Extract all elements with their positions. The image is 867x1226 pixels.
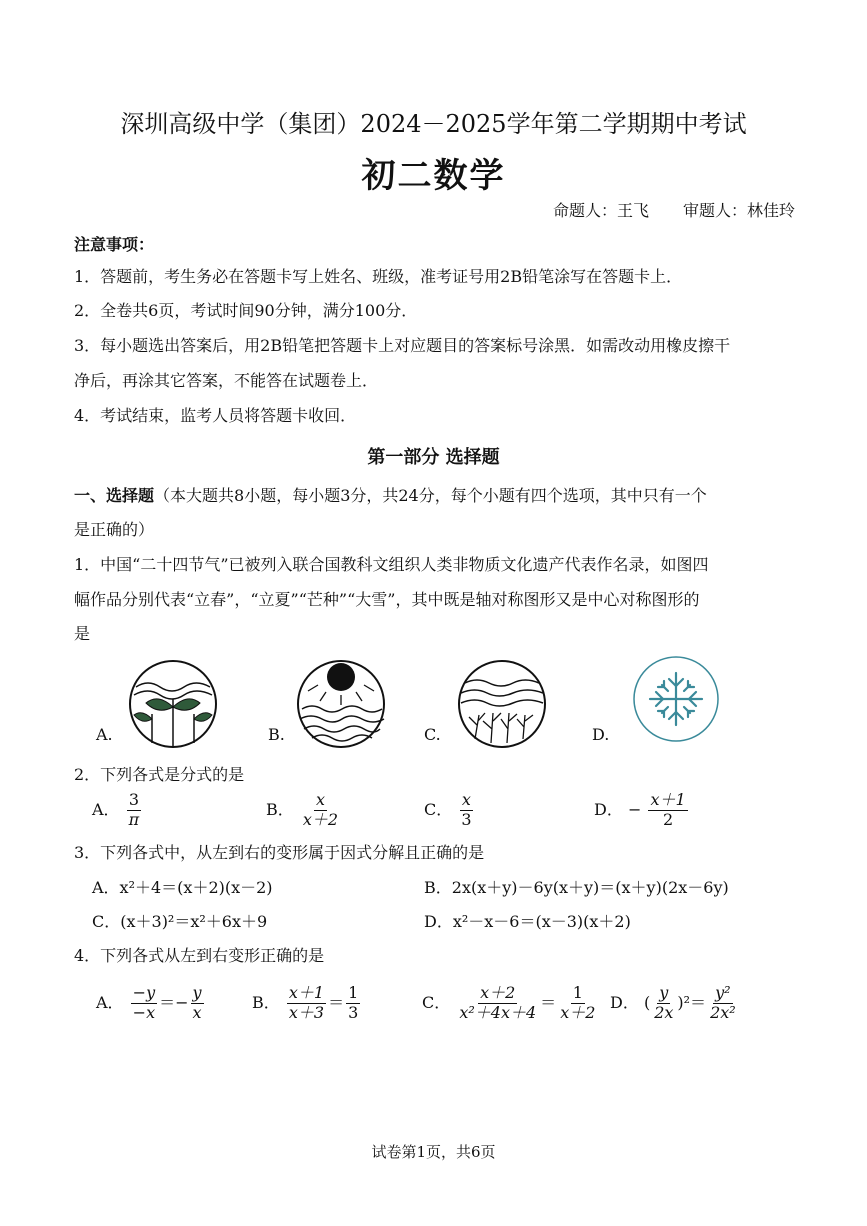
q2-option-d xyxy=(594,792,690,829)
part-title: 第一部分 选择题 xyxy=(367,447,500,468)
numerator: x＋1 xyxy=(650,790,686,809)
section-desc-cont: 是正确的） xyxy=(74,520,155,539)
numerator: 1 xyxy=(572,983,583,1002)
q4-option-c xyxy=(422,985,599,1022)
q2-option-a xyxy=(92,792,143,829)
option-label: B． xyxy=(266,799,294,819)
q3-option-a: A．x²＋4＝(x＋2)(x－2) xyxy=(92,878,273,897)
q3-option-b: B．2x(x＋y)－6y(x＋y)＝(x＋y)(2x－6y) xyxy=(424,878,729,897)
notice-item: 3．每小题选出答案后，用2B铅笔把答题卡上对应题目的答案标号涂黑．如需改动用橡皮擦干 xyxy=(74,336,731,355)
q4-option-d xyxy=(610,985,740,1022)
equals: ＝− xyxy=(159,992,189,1012)
fraction xyxy=(558,985,597,1022)
q1-option-a-label: A. xyxy=(96,725,113,744)
denominator: 2x xyxy=(654,1002,674,1022)
fraction xyxy=(131,985,157,1022)
q3-option-d: D．x²－x－6＝(x－3)(x＋2) xyxy=(424,912,631,931)
option-label: D． xyxy=(594,799,623,819)
fraction xyxy=(287,985,326,1022)
q1-option-c-label: C. xyxy=(424,725,441,744)
numerator: 3 xyxy=(128,790,139,809)
q1-stem: 是 xyxy=(74,624,91,643)
denominator: −x xyxy=(132,1002,156,1022)
lichun-figure xyxy=(128,659,218,749)
author-line xyxy=(553,198,795,221)
mangzhong-figure xyxy=(457,659,547,749)
q3-option-c: C．(x＋3)²＝x²＋6x＋9 xyxy=(92,912,268,931)
numerator: −y xyxy=(132,983,156,1002)
fraction xyxy=(301,792,340,829)
q1-stem: 1．中国“二十四节气”已被列入联合国教科文组织人类非物质文化遗产代表作名录，如图四 xyxy=(74,555,709,574)
equals: ＝ xyxy=(540,992,557,1012)
q2-option-c xyxy=(424,792,476,829)
fraction xyxy=(346,985,360,1022)
denominator: x＋2 xyxy=(302,809,339,829)
notice-item: 2．全卷共6页，考试时间90分钟，满分100分． xyxy=(74,301,418,320)
denominator: 2x² xyxy=(710,1002,736,1022)
lixia-figure xyxy=(296,659,386,749)
fraction xyxy=(457,985,538,1022)
section-heading-line xyxy=(74,483,707,506)
paren-open: ( xyxy=(643,992,651,1012)
denominator: 3 xyxy=(348,1002,359,1022)
q1-option-b-label: B. xyxy=(268,725,285,744)
denominator: x＋3 xyxy=(288,1002,325,1022)
q2-stem: 2．下列各式是分式的是 xyxy=(74,765,245,784)
page-footer: 试卷第1页，共6页 xyxy=(371,1143,496,1161)
q4-option-b xyxy=(252,985,362,1022)
option-label: C． xyxy=(422,992,451,1012)
numerator: y xyxy=(192,983,202,1002)
section-desc: （本大题共8小题，每小题3分，共24分，每个小题有四个选项，其中只有一个 xyxy=(154,486,707,505)
daxue-snowflake-figure xyxy=(632,655,720,743)
fraction xyxy=(708,985,738,1022)
paren-close-squared-equals: )²＝ xyxy=(677,992,707,1012)
author: 命题人：王飞 xyxy=(552,201,649,220)
denominator: x²＋4x＋4 xyxy=(459,1002,537,1022)
numerator: y xyxy=(659,983,669,1002)
denominator: 2 xyxy=(662,809,674,829)
notice-heading: 注意事项： xyxy=(74,235,155,254)
q4-option-a xyxy=(96,985,206,1022)
fraction xyxy=(191,985,204,1022)
numerator: x＋1 xyxy=(288,983,325,1002)
notice-item: 净后，再涂其它答案，不能答在试题卷上． xyxy=(74,371,379,390)
denominator: π xyxy=(128,809,140,829)
q4-stem: 4．下列各式从左到右变形正确的是 xyxy=(74,946,325,965)
option-label: B． xyxy=(252,992,280,1012)
q1-option-d-label: D. xyxy=(592,725,610,744)
fraction xyxy=(648,792,687,829)
option-label: A． xyxy=(96,992,124,1012)
minus-sign: − xyxy=(627,799,642,819)
numerator: x xyxy=(315,790,325,809)
denominator: x＋2 xyxy=(560,1002,596,1022)
option-label: D． xyxy=(610,992,639,1012)
notice-item: 1．答题前，考生务必在答题卡写上姓名、班级，准考证号用2B铅笔涂写在答题卡上． xyxy=(74,267,683,286)
numerator: 1 xyxy=(348,983,359,1002)
numerator: x xyxy=(461,790,471,809)
fraction xyxy=(459,792,473,829)
exam-title: 深圳高级中学（集团）2024－2025学年第二学期期中考试 xyxy=(120,110,747,138)
denominator: x xyxy=(192,1002,202,1022)
reviewer: 审题人：林佳玲 xyxy=(682,201,795,220)
section-heading: 一、选择题 xyxy=(74,486,155,505)
fraction xyxy=(127,792,142,829)
option-label: C． xyxy=(424,799,453,819)
q1-stem: 幅作品分别代表“立春”，“立夏”“芒种”“大雪”，其中既是轴对称图形又是中心对称图形的 xyxy=(74,590,700,609)
q3-stem: 3．下列各式中，从左到右的变形属于因式分解且正确的是 xyxy=(74,843,485,862)
denominator: 3 xyxy=(461,809,472,829)
equals: ＝ xyxy=(328,992,345,1012)
notice-item: 4．考试结束，监考人员将答题卡收回． xyxy=(74,406,357,425)
q2-option-b xyxy=(266,792,342,829)
option-label: A． xyxy=(92,799,120,819)
numerator: y² xyxy=(715,983,731,1002)
fraction xyxy=(652,985,675,1022)
numerator: x＋2 xyxy=(480,983,516,1002)
subject-title: 初二数学 xyxy=(361,156,506,196)
